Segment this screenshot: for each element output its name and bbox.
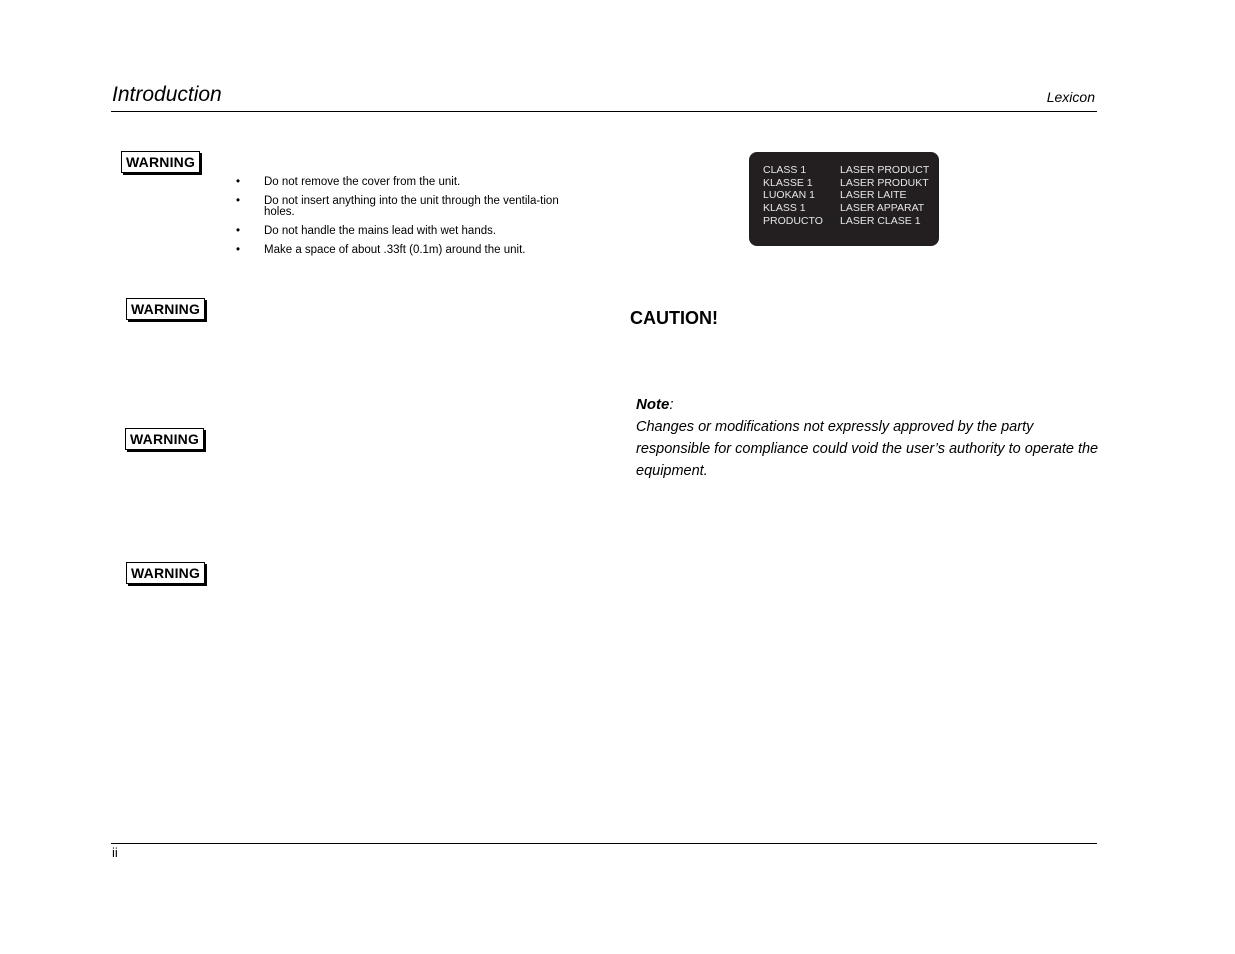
laser-product-label bbox=[749, 152, 939, 246]
warning-badge: WARNING bbox=[126, 298, 205, 320]
list-item-text: Do not handle the mains lead with wet hands. bbox=[264, 225, 497, 237]
page-title: Introduction bbox=[112, 83, 222, 106]
bullet-icon: • bbox=[236, 176, 241, 188]
laser-product-text: LASER CLASE 1 bbox=[840, 214, 921, 227]
list-item bbox=[236, 177, 581, 188]
warning-badge: WARNING bbox=[125, 428, 204, 450]
page-number: ii bbox=[112, 845, 118, 860]
list-item bbox=[236, 245, 581, 256]
laser-class-text: PRODUCTO bbox=[763, 214, 823, 227]
bullet-icon: • bbox=[236, 195, 241, 207]
list-item-text: Do not insert anything into the unit through the ventila-tion holes. bbox=[264, 195, 559, 218]
laser-class-text: LUOKAN 1 bbox=[763, 189, 815, 202]
laser-product-text: LASER PRODUCT bbox=[840, 164, 930, 176]
laser-product-text: LASER LAITE bbox=[840, 189, 907, 202]
note-heading-colon: : bbox=[669, 396, 674, 413]
note-body: Changes or modifications not expressly approved by the party responsible for compliance could void the user’s authority to operate the equipment. bbox=[636, 419, 1099, 479]
list-item-text: Make a space of about .33ft (0.1m) around the unit. bbox=[264, 244, 526, 256]
note-heading bbox=[636, 396, 674, 414]
laser-product-text: LASER PRODUKT bbox=[840, 176, 929, 189]
list-item bbox=[236, 196, 581, 218]
list-item-text: Do not remove the cover from the unit. bbox=[264, 176, 461, 188]
warning-badge: WARNING bbox=[126, 562, 205, 584]
laser-product-text: LASER APPARAT bbox=[840, 202, 925, 215]
laser-class-column bbox=[763, 164, 823, 228]
note-heading-label: Note bbox=[636, 396, 670, 413]
footer-rule bbox=[111, 843, 1097, 844]
safety-bullet-list bbox=[236, 177, 581, 264]
laser-class-text: KLASSE 1 bbox=[763, 176, 813, 189]
bullet-icon: • bbox=[236, 244, 241, 256]
caution-heading: CAUTION! bbox=[630, 308, 718, 328]
laser-class-text: CLASS 1 bbox=[763, 164, 807, 176]
header-rule bbox=[111, 111, 1097, 112]
list-item bbox=[236, 226, 581, 237]
brand-name: Lexicon bbox=[1046, 89, 1095, 105]
bullet-icon: • bbox=[236, 225, 241, 237]
laser-class-text: KLASS 1 bbox=[763, 202, 806, 215]
warning-badge: WARNING bbox=[121, 151, 200, 173]
laser-product-column bbox=[840, 164, 929, 228]
